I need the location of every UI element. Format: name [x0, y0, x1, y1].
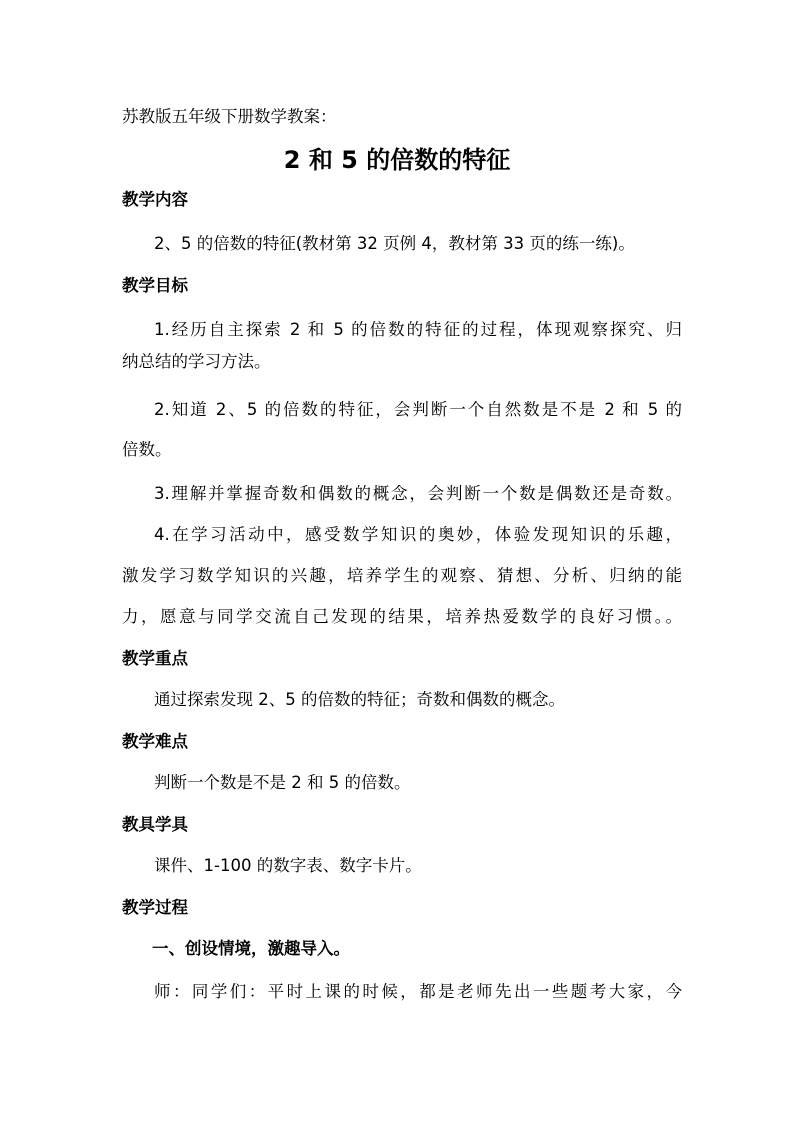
goal-4-line-1: 4.在学习活动中，感受数学知识的奥妙，体验发现知识的乐趣， [154, 525, 682, 544]
goal-2-line-1: 2.知道 2、5 的倍数的特征，会判断一个自然数是不是 2 和 5 的 [154, 400, 682, 419]
process-step-1: 一、创设情境，激趣导入。 [152, 939, 350, 958]
content-text: 2、5 的倍数的特征(教材第 32 页例 4，教材第 33 页的练一练)。 [154, 234, 635, 253]
heading-difficulty: 教学难点 [122, 732, 188, 751]
goal-3-line-1: 3.理解并掌握奇数和偶数的概念，会判断一个数是偶数还是奇数。 [154, 484, 682, 503]
heading-tools: 教具学具 [122, 815, 188, 834]
goal-4-line-2: 激发学习数学知识的兴趣，培养学生的观察、猜想、分析、归纳的能 [122, 566, 682, 585]
difficulty-text: 判断一个数是不是 2 和 5 的倍数。 [154, 773, 411, 792]
goal-1-line-2: 纳总结的学习方法。 [122, 352, 271, 371]
heading-process: 教学过程 [122, 898, 188, 917]
process-para-line-1: 师：同学们：平时上课的时候，都是老师先出一些题考大家，今 [154, 982, 682, 1001]
doc-header: 苏教版五年级下册数学教案： [122, 107, 337, 126]
heading-content: 教学内容 [122, 190, 188, 209]
key-points-text: 通过探索发现 2、5 的倍数的特征；奇数和偶数的概念。 [154, 690, 565, 709]
heading-key-points: 教学重点 [122, 649, 188, 668]
doc-title: 2 和 5 的倍数的特征 [283, 146, 511, 174]
heading-goals: 教学目标 [122, 276, 188, 295]
goal-4-line-3: 力，愿意与同学交流自己发现的结果，培养热爱数学的良好习惯。。 [122, 607, 682, 626]
tools-text: 课件、1-100 的数字表、数字卡片。 [154, 856, 422, 875]
goal-2-line-2: 倍数。 [122, 440, 172, 459]
goal-1-line-1: 1.经历自主探索 2 和 5 的倍数的特征的过程，体现观察探究、归 [154, 320, 682, 339]
